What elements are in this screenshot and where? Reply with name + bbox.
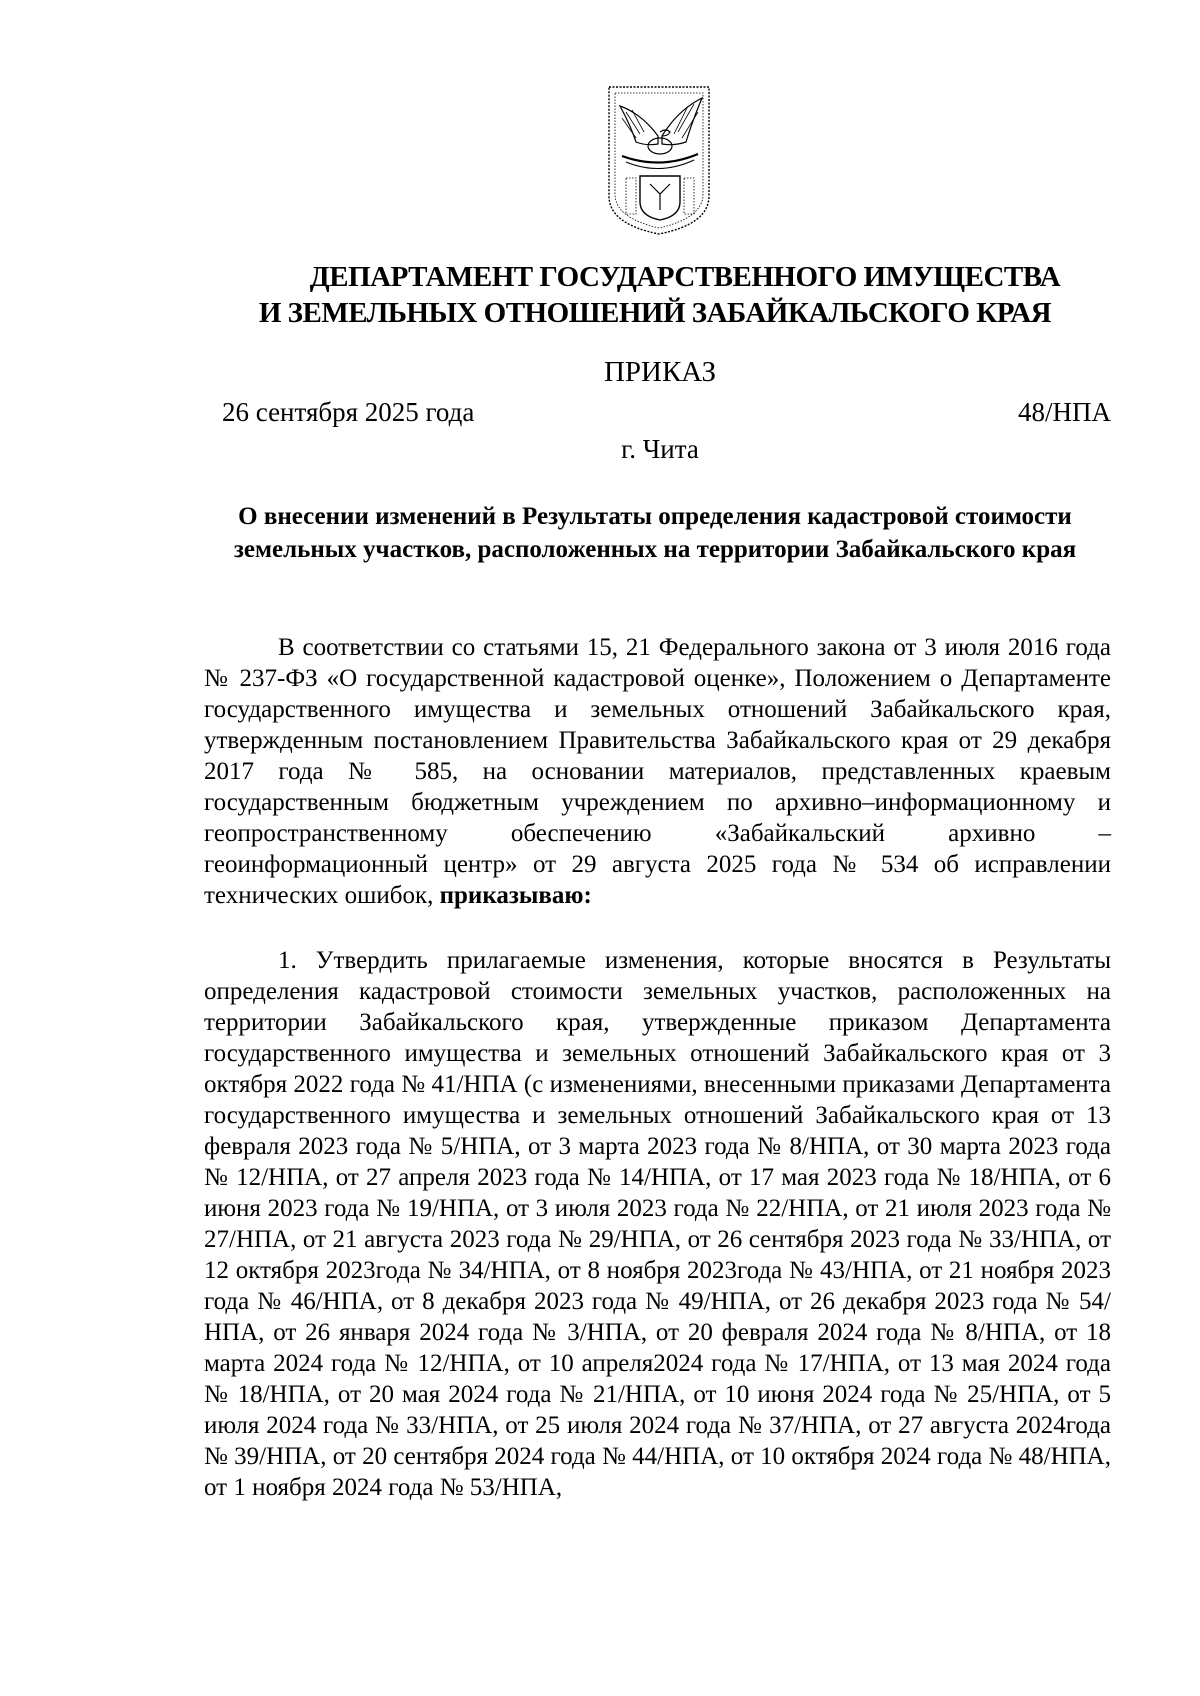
clause-1-text: 1. Утвердить прилагаемые изменения, которые вносятся в Результаты определения кадастровой стоимости земельных участков, расположенных на территории Забайкальского края, утвержденные приказом Департамента государственного имущества и земельных отношений Забайкальского края от 3 октября 2022 года № 41/НПА (с изменениями, внесенными приказами Департамента государственного имущества и земельных отношений Забайкальского края от 13 февраля 2023 года № 5/НПА, от 3 марта 2023 года № 8/НПА, от 30 марта 2023 года № 12/НПА, от 27 апреля 2023 года № 14/НПА, от 17 мая 2023 года № 18/НПА, от 6 июня 2023 года № 19/НПА, от 3 июля 2023 года № 22/НПА, от 21 июля 2023 года № 27/НПА, от 21 августа 2023 года № 29/НПА, от 26 сентября 2023 года № 33/НПА, от 12 октября 2023года № 34/НПА, от 8 ноября 2023года № 43/НПА, от 21 ноября 2023 года № 46/НПА, от 8 декабря 2023 года № 49/НПА, от 26 декабря 2023 года № 54/НПА, от 26 января 2024 года № 3/НПА, от 20 февраля 2024 года № 8/НПА, от 18 марта 2024 года № 12/НПА, от 10 апреля2024 года № 17/НПА, от 13 мая 2024 года № 18/НПА, от 20 мая 2024 года № 21/НПА, от 10 июня 2024 года № 25/НПА, от 5 июля 2024 года № 33/НПА, от 25 июля 2024 года № 37/НПА, от 27 августа 2024года № 39/НПА, от 20 сентября 2024 года № 44/НПА, от 10 октября 2024 года № 48/НПА, от 1 ноября 2024 года № 53/НПА,: [204, 947, 1111, 1501]
preamble-paragraph: [204, 632, 1111, 911]
subject-line2: земельных участков, расположенных на территории Забайкальского края: [233, 536, 1077, 563]
document-type: ПРИКАЗ: [603, 356, 717, 388]
order-subject: [190, 500, 1120, 566]
clause-1-paragraph: [204, 945, 1111, 1503]
order-date: 26 сентября 2025 года: [222, 397, 475, 427]
order-city: г. Чита: [621, 434, 699, 464]
preamble-command: приказываю:: [439, 882, 592, 909]
department-name-line1: ДЕПАРТАМЕНТ ГОСУДАРСТВЕННОГО ИМУЩЕСТВА: [309, 261, 1061, 293]
subject-line1: О внесении изменений в Результаты определения кадастровой стоимости: [238, 503, 1072, 530]
coat-of-arms-icon: [606, 84, 712, 236]
department-name-line2: И ЗЕМЕЛЬНЫХ ОТНОШЕНИЙ ЗАБАЙКАЛЬСКОГО КРАЯ: [258, 297, 1052, 329]
preamble-text: В соответствии со статьями 15, 21 Федерального закона от 3 июля 2016 года № 237-ФЗ «О государственной кадастровой оценке», Положением о Департаменте государственного имущества и земельных отношений Забайкальского края, утвержденным постановлением Правительства Забайкальского края от 29 декабря 2017 года № 585, на основании материалов, представленных краевым государственным бюджетным учреждением по архивно–информационному и геопространственному обеспечению «Забайкальский архивно – геоинформационный центр» от 29 августа 2025 года № 534 об исправлении технических ошибок,: [204, 634, 1111, 909]
order-number: 48/НПА: [1018, 397, 1111, 427]
